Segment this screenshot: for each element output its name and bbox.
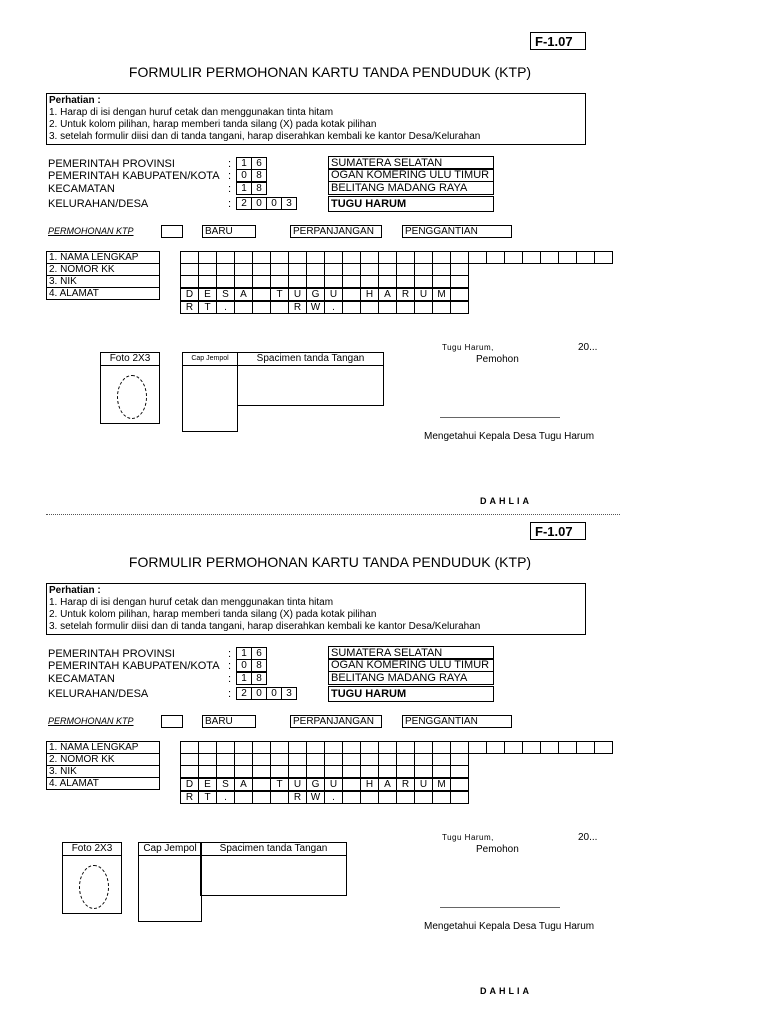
grid-cell[interactable] xyxy=(414,275,433,288)
grid-row[interactable] xyxy=(180,288,468,301)
thumbprint-box xyxy=(182,352,238,432)
grid-cell[interactable] xyxy=(576,251,595,264)
grid-cell[interactable]: U xyxy=(324,288,343,301)
grid-cell[interactable] xyxy=(558,251,577,264)
code-digit: 1 xyxy=(236,647,252,660)
grid-cell[interactable]: H xyxy=(360,288,379,301)
grid-cell[interactable] xyxy=(414,301,433,314)
grid-cell[interactable] xyxy=(198,765,217,778)
grid-cell[interactable] xyxy=(468,741,487,754)
signature-line xyxy=(440,417,560,418)
grid-cell[interactable] xyxy=(450,791,469,804)
notice-item: 1. Harap di isi dengan huruf cetak dan menggunakan tinta hitam xyxy=(49,107,334,118)
grid-cell[interactable]: . xyxy=(216,791,235,804)
grid-cell[interactable] xyxy=(342,778,361,791)
region-label: KELURAHAN/DESA xyxy=(48,688,149,700)
field-nama-lengkap: 1. NAMA LENGKAP xyxy=(46,741,160,754)
grid-cell[interactable] xyxy=(270,791,289,804)
option-penggantian[interactable]: PENGGANTIAN xyxy=(402,225,512,238)
grid-cell[interactable] xyxy=(270,765,289,778)
photo-label: Foto 2X3 xyxy=(63,843,121,856)
grid-cell[interactable] xyxy=(216,765,235,778)
grid-cell[interactable] xyxy=(234,301,253,314)
region-name: BELITANG MADANG RAYA xyxy=(328,181,494,195)
field-alamat: 4. ALAMAT xyxy=(46,777,160,790)
grid-cell[interactable] xyxy=(450,765,469,778)
grid-cell[interactable] xyxy=(450,275,469,288)
field-nik: 3. NIK xyxy=(46,275,160,288)
code-digit: 2 xyxy=(236,687,252,700)
grid-cell[interactable]: R xyxy=(288,301,307,314)
photo-box xyxy=(62,842,122,914)
grid-cell[interactable]: U xyxy=(414,778,433,791)
region-label: KELURAHAN/DESA xyxy=(48,198,149,210)
grid-cell[interactable]: A xyxy=(234,288,253,301)
grid-row[interactable] xyxy=(180,791,468,804)
request-label: PERMOHONAN KTP xyxy=(48,716,134,726)
ktp-form-copy-1 xyxy=(0,0,768,506)
grid-cell[interactable] xyxy=(360,765,379,778)
code-digit: 0 xyxy=(236,659,252,672)
grid-cell[interactable] xyxy=(270,275,289,288)
region-colon: : xyxy=(228,688,232,700)
grid-row[interactable] xyxy=(180,778,468,791)
grid-cell[interactable] xyxy=(468,251,487,264)
option-baru[interactable]: BARU xyxy=(202,715,256,728)
grid-cell[interactable] xyxy=(360,301,379,314)
grid-cell[interactable] xyxy=(396,301,415,314)
grid-cell[interactable]: A xyxy=(378,288,397,301)
notice-title: Perhatian : xyxy=(49,585,101,596)
applicant-label: Pemohon xyxy=(476,844,519,855)
option-baru[interactable]: BARU xyxy=(202,225,256,238)
photo-oval xyxy=(79,865,109,909)
acknowledged-label: Mengetahui Kepala Desa Tugu Harum xyxy=(424,431,595,442)
code-digit: 6 xyxy=(251,157,267,170)
code-digit: 8 xyxy=(251,182,267,195)
grid-cell[interactable]: H xyxy=(360,778,379,791)
grid-cell[interactable] xyxy=(270,301,289,314)
grid-cell[interactable] xyxy=(450,288,469,301)
region-name: TUGU HARUM xyxy=(328,196,494,212)
grid-cell[interactable] xyxy=(414,791,433,804)
notice-item: 2. Untuk kolom pilihan, harap memberi tanda silang (X) pada kotak pilihan xyxy=(49,119,377,130)
year: 20... xyxy=(578,832,598,843)
grid-cell[interactable] xyxy=(252,791,271,804)
grid-cell[interactable]: U xyxy=(324,778,343,791)
field-nama-lengkap: 1. NAMA LENGKAP xyxy=(46,251,160,264)
thumbprint-box xyxy=(138,842,202,922)
region-label: PEMERINTAH PROVINSI xyxy=(48,158,175,170)
grid-cell[interactable] xyxy=(360,791,379,804)
thumb-label: Cap Jempol xyxy=(139,843,201,856)
region-code xyxy=(236,672,266,685)
field-nomor-kk: 2. NOMOR KK xyxy=(46,753,160,766)
signature-specimen-box xyxy=(200,842,347,896)
region-code xyxy=(236,659,266,672)
grid-cell[interactable]: . xyxy=(324,791,343,804)
grid-cell[interactable] xyxy=(198,275,217,288)
grid-cell[interactable]: R xyxy=(396,778,415,791)
field-nik: 3. NIK xyxy=(46,765,160,778)
grid-cell[interactable] xyxy=(342,275,361,288)
grid-cell[interactable]: W xyxy=(306,301,325,314)
code-digit: 1 xyxy=(236,672,252,685)
region-label: KECAMATAN xyxy=(48,183,115,195)
ktp-form-copy-2 xyxy=(0,490,768,996)
grid-cell[interactable] xyxy=(450,301,469,314)
photo-label: Foto 2X3 xyxy=(101,353,159,366)
grid-cell[interactable] xyxy=(252,778,271,791)
option-penggantian[interactable]: PENGGANTIAN xyxy=(402,715,512,728)
grid-cell[interactable] xyxy=(522,741,541,754)
grid-cell[interactable] xyxy=(486,251,505,264)
grid-cell[interactable]: A xyxy=(234,778,253,791)
code-digit: 8 xyxy=(251,672,267,685)
grid-cell[interactable] xyxy=(414,765,433,778)
grid-cell[interactable] xyxy=(432,301,451,314)
grid-cell[interactable]: T xyxy=(198,301,217,314)
notice-item: 1. Harap di isi dengan huruf cetak dan menggunakan tinta hitam xyxy=(49,597,334,608)
grid-cell[interactable] xyxy=(594,741,613,754)
request-blank-checkbox[interactable] xyxy=(161,715,183,728)
applicant-label: Pemohon xyxy=(476,354,519,365)
grid-cell[interactable]: R xyxy=(180,791,199,804)
grid-cell[interactable]: U xyxy=(414,288,433,301)
region-name: BELITANG MADANG RAYA xyxy=(328,671,494,685)
grid-cell[interactable]: U xyxy=(288,288,307,301)
code-digit: 6 xyxy=(251,647,267,660)
region-colon: : xyxy=(228,183,232,195)
grid-cell[interactable] xyxy=(234,791,253,804)
form-code: F-1.07 xyxy=(530,522,586,540)
grid-cell[interactable]: R xyxy=(288,791,307,804)
code-digit: 1 xyxy=(236,157,252,170)
notice-box xyxy=(46,583,586,635)
grid-cell[interactable] xyxy=(378,301,397,314)
grid-cell[interactable]: G xyxy=(306,778,325,791)
grid-cell[interactable] xyxy=(432,275,451,288)
grid-cell[interactable] xyxy=(180,275,199,288)
notice-item: 3. setelah formulir diisi dan di tanda tangani, harap diserahkan kembali ke kantor Desa/Kelurahan xyxy=(49,621,481,632)
grid-cell[interactable] xyxy=(396,275,415,288)
region-colon: : xyxy=(228,660,232,672)
grid-cell[interactable] xyxy=(378,765,397,778)
grid-cell[interactable]: R xyxy=(396,288,415,301)
region-colon: : xyxy=(228,158,232,170)
region-colon: : xyxy=(228,198,232,210)
grid-cell[interactable] xyxy=(378,791,397,804)
signature-line xyxy=(440,907,560,908)
grid-cell[interactable]: D xyxy=(180,778,199,791)
notice-title: Perhatian : xyxy=(49,95,101,106)
grid-cell[interactable] xyxy=(234,765,253,778)
grid-cell[interactable] xyxy=(324,275,343,288)
grid-cell[interactable] xyxy=(342,765,361,778)
grid-cell[interactable]: T xyxy=(198,791,217,804)
grid-cell[interactable] xyxy=(396,791,415,804)
grid-cell[interactable] xyxy=(288,765,307,778)
option-perpanjangan[interactable]: PERPANJANGAN xyxy=(290,715,382,728)
grid-row[interactable] xyxy=(180,275,468,288)
code-digit: 8 xyxy=(251,659,267,672)
grid-cell[interactable]: T xyxy=(270,778,289,791)
acknowledged-label: Mengetahui Kepala Desa Tugu Harum xyxy=(424,921,595,932)
grid-cell[interactable] xyxy=(306,765,325,778)
region-code xyxy=(236,169,266,182)
field-nomor-kk: 2. NOMOR KK xyxy=(46,263,160,276)
region-name: SUMATERA SELATAN xyxy=(328,646,494,660)
signature-specimen-box xyxy=(237,352,384,406)
grid-cell[interactable]: D xyxy=(180,288,199,301)
grid-cell[interactable] xyxy=(324,765,343,778)
option-perpanjangan[interactable]: PERPANJANGAN xyxy=(290,225,382,238)
request-label: PERMOHONAN KTP xyxy=(48,226,134,236)
grid-cell[interactable] xyxy=(504,251,523,264)
grid-cell[interactable]: S xyxy=(216,778,235,791)
grid-cell[interactable] xyxy=(252,288,271,301)
grid-cell[interactable] xyxy=(396,765,415,778)
grid-cell[interactable] xyxy=(432,791,451,804)
grid-cell[interactable]: . xyxy=(216,301,235,314)
grid-cell[interactable] xyxy=(342,288,361,301)
grid-cell[interactable] xyxy=(522,251,541,264)
thumb-label: Cap Jempol xyxy=(183,353,237,366)
code-digit: 3 xyxy=(281,687,297,700)
grid-cell[interactable]: E xyxy=(198,778,217,791)
grid-cell[interactable] xyxy=(234,275,253,288)
code-digit: 0 xyxy=(266,197,282,210)
code-digit: 0 xyxy=(236,169,252,182)
grid-cell[interactable] xyxy=(486,741,505,754)
code-digit: 1 xyxy=(236,182,252,195)
region-label: PEMERINTAH KABUPATEN/KOTA xyxy=(48,170,220,182)
footer-label: DAHLIA xyxy=(480,986,532,996)
region-label: PEMERINTAH KABUPATEN/KOTA xyxy=(48,660,220,672)
grid-cell[interactable] xyxy=(288,275,307,288)
region-label: PEMERINTAH PROVINSI xyxy=(48,648,175,660)
place-date: Tugu Harum, xyxy=(442,343,494,352)
grid-cell[interactable]: G xyxy=(306,288,325,301)
grid-cell[interactable] xyxy=(378,275,397,288)
grid-cell[interactable] xyxy=(342,791,361,804)
region-code xyxy=(236,182,266,195)
region-name: OGAN KOMERING ULU TIMUR xyxy=(328,658,494,672)
grid-cell[interactable]: R xyxy=(180,301,199,314)
grid-cell[interactable] xyxy=(180,765,199,778)
grid-cell[interactable] xyxy=(504,741,523,754)
grid-cell[interactable] xyxy=(594,251,613,264)
grid-cell[interactable] xyxy=(360,275,379,288)
form-title: FORMULIR PERMOHONAN KARTU TANDA PENDUDUK (KTP) xyxy=(128,554,532,570)
region-code xyxy=(236,197,296,210)
grid-cell[interactable]: T xyxy=(270,288,289,301)
code-digit: 0 xyxy=(251,197,267,210)
grid-cell[interactable] xyxy=(576,741,595,754)
grid-row[interactable] xyxy=(180,301,468,314)
notice-box xyxy=(46,93,586,145)
region-colon: : xyxy=(228,648,232,660)
notice-item: 3. setelah formulir diisi dan di tanda tangani, harap diserahkan kembali ke kantor Desa/Kelurahan xyxy=(49,131,481,142)
form-title: FORMULIR PERMOHONAN KARTU TANDA PENDUDUK (KTP) xyxy=(128,64,532,80)
code-digit: 0 xyxy=(266,687,282,700)
region-label: KECAMATAN xyxy=(48,673,115,685)
region-colon: : xyxy=(228,673,232,685)
grid-cell[interactable] xyxy=(450,778,469,791)
grid-cell[interactable] xyxy=(252,275,271,288)
region-code xyxy=(236,687,296,700)
grid-cell[interactable]: M xyxy=(432,288,451,301)
field-alamat: 4. ALAMAT xyxy=(46,287,160,300)
code-digit: 3 xyxy=(281,197,297,210)
grid-cell[interactable]: W xyxy=(306,791,325,804)
grid-cell[interactable] xyxy=(216,275,235,288)
region-name: TUGU HARUM xyxy=(328,686,494,702)
place-date: Tugu Harum, xyxy=(442,833,494,842)
code-digit: 8 xyxy=(251,169,267,182)
grid-cell[interactable] xyxy=(252,301,271,314)
grid-cell[interactable] xyxy=(306,275,325,288)
signature-label: Spacimen tanda Tangan xyxy=(201,843,346,856)
grid-cell[interactable] xyxy=(342,301,361,314)
year: 20... xyxy=(578,342,598,353)
region-colon: : xyxy=(228,170,232,182)
grid-row[interactable] xyxy=(180,765,468,778)
grid-cell[interactable]: E xyxy=(198,288,217,301)
grid-cell[interactable] xyxy=(558,741,577,754)
grid-cell[interactable]: U xyxy=(288,778,307,791)
grid-cell[interactable] xyxy=(540,741,559,754)
photo-box xyxy=(100,352,160,424)
grid-cell[interactable]: S xyxy=(216,288,235,301)
footer-label: DAHLIA xyxy=(480,496,532,506)
grid-cell[interactable]: M xyxy=(432,778,451,791)
grid-cell[interactable]: A xyxy=(378,778,397,791)
code-digit: 0 xyxy=(251,687,267,700)
grid-cell[interactable]: . xyxy=(324,301,343,314)
code-digit: 2 xyxy=(236,197,252,210)
notice-item: 2. Untuk kolom pilihan, harap memberi tanda silang (X) pada kotak pilihan xyxy=(49,609,377,620)
region-name: OGAN KOMERING ULU TIMUR xyxy=(328,168,494,182)
grid-cell[interactable] xyxy=(432,765,451,778)
form-code: F-1.07 xyxy=(530,32,586,50)
grid-cell[interactable] xyxy=(252,765,271,778)
request-blank-checkbox[interactable] xyxy=(161,225,183,238)
region-name: SUMATERA SELATAN xyxy=(328,156,494,170)
signature-label: Spacimen tanda Tangan xyxy=(238,353,383,366)
photo-oval xyxy=(117,375,147,419)
grid-cell[interactable] xyxy=(540,251,559,264)
